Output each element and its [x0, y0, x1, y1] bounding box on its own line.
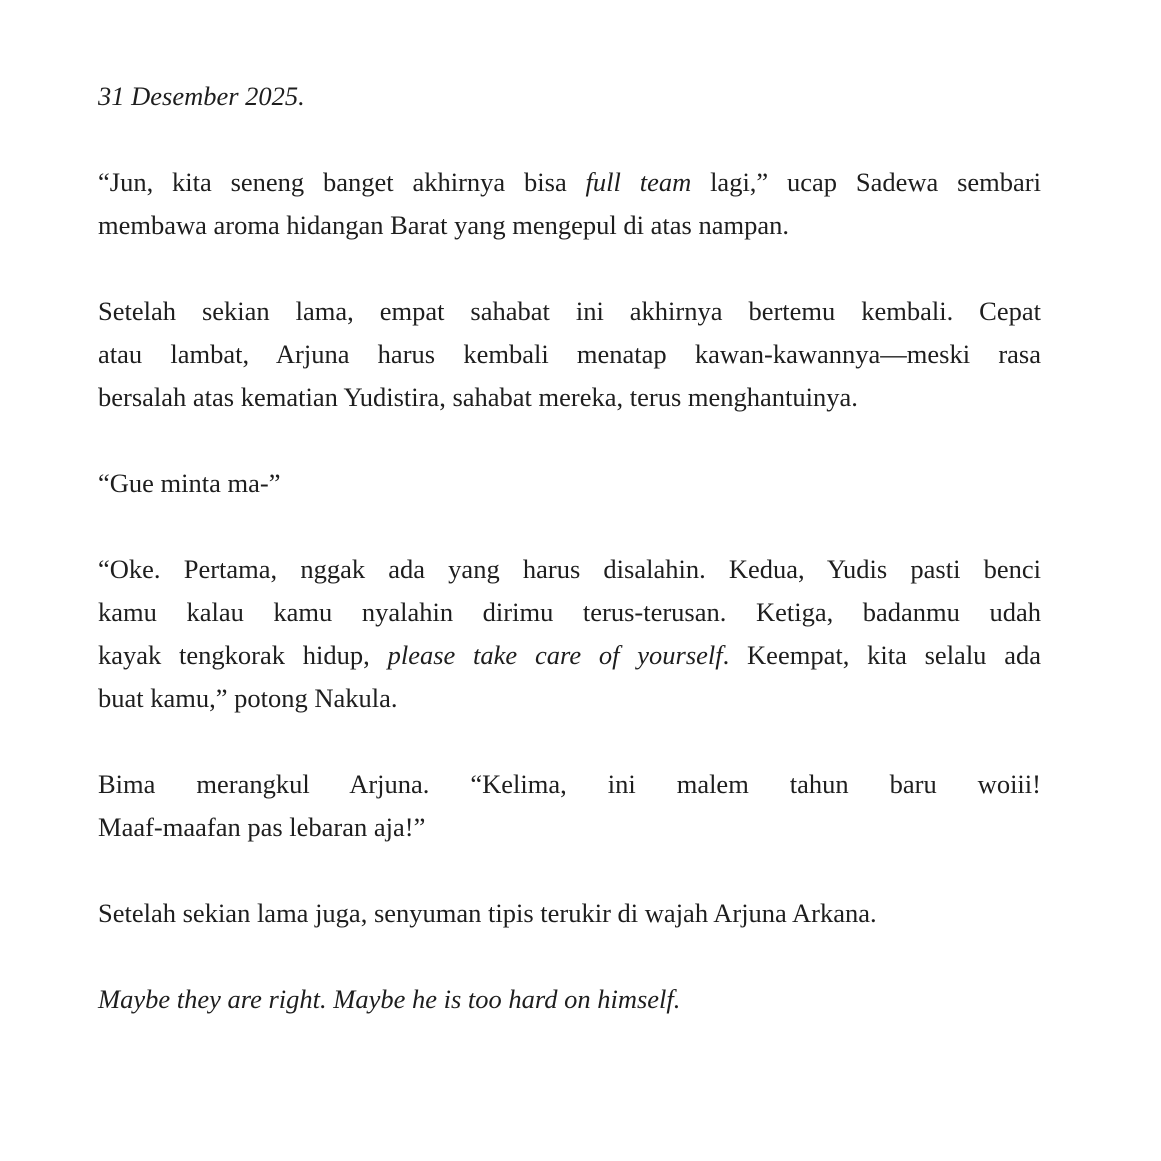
text-line: “Gue minta ma-”: [98, 468, 281, 498]
text-segment: . Keempat, kita selalu ada: [722, 640, 1041, 670]
text-line: [98, 161, 1041, 204]
text-line: buat kamu,” potong Nakula.: [98, 683, 398, 713]
date-text: 31 Desember 2025.: [98, 81, 305, 111]
text-line: Bima merangkul Arjuna. “Kelima, ini malem tahun baru woiii!: [98, 769, 1041, 799]
text-line: bersalah atas kematian Yudistira, sahabat mereka, terus menghantuinya.: [98, 382, 858, 412]
paragraph-2: [98, 290, 1041, 419]
text-segment: kayak tengkorak hidup,: [98, 640, 388, 670]
italic-segment: please take care of yourself: [387, 640, 723, 670]
date-line: [98, 75, 1041, 118]
story-page: [98, 75, 1041, 1064]
text-line: [98, 634, 1041, 677]
italic-segment: full team: [585, 167, 692, 197]
text-segment: “Jun, kita seneng banget akhirnya bisa: [98, 167, 586, 197]
text-segment: lagi,” ucap Sadewa sembari: [691, 167, 1041, 197]
text-line: Maybe they are right. Maybe he is too hard on himself.: [98, 984, 681, 1014]
paragraph-4: [98, 548, 1041, 720]
paragraph-6: [98, 892, 1041, 935]
paragraph-7: [98, 978, 1041, 1021]
text-line: Setelah sekian lama, empat sahabat ini akhirnya bertemu kembali. Cepat: [98, 296, 1041, 326]
paragraph-5: [98, 763, 1041, 849]
text-line: Setelah sekian lama juga, senyuman tipis terukir di wajah Arjuna Arkana.: [98, 898, 877, 928]
text-line: kamu kalau kamu nyalahin dirimu terus-terusan. Ketiga, badanmu udah: [98, 597, 1041, 627]
text-line: atau lambat, Arjuna harus kembali menatap kawan-kawannya—meski rasa: [98, 339, 1041, 369]
text-line: Maaf-maafan pas lebaran aja!”: [98, 812, 426, 842]
text-line: “Oke. Pertama, nggak ada yang harus disalahin. Kedua, Yudis pasti benci: [98, 554, 1041, 584]
paragraph-3: [98, 462, 1041, 505]
paragraph-1: [98, 161, 1041, 247]
text-line: membawa aroma hidangan Barat yang mengepul di atas nampan.: [98, 210, 789, 240]
